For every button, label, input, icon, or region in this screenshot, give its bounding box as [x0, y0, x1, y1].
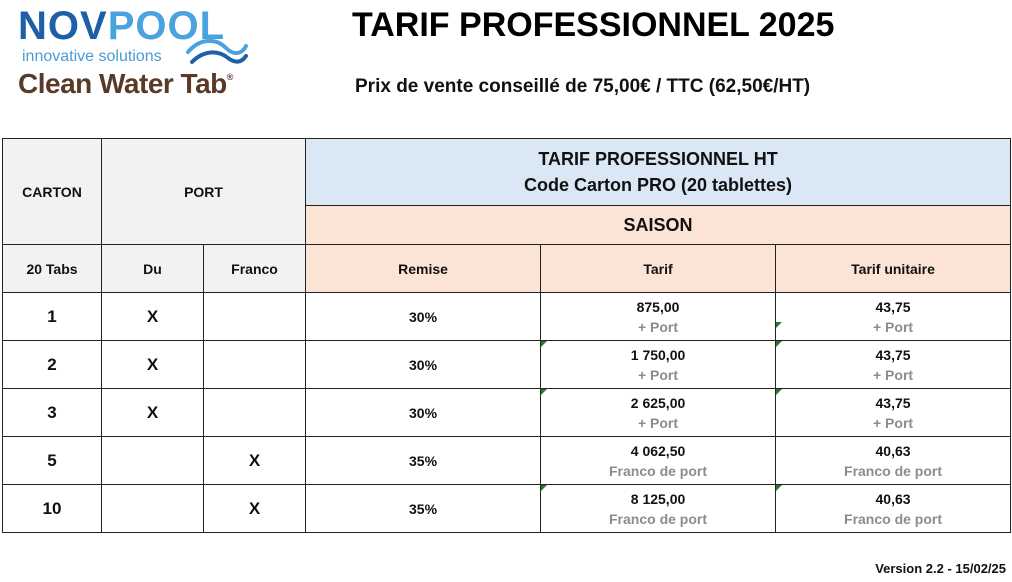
- cell-unit: [776, 293, 1011, 341]
- subheader-franco: Franco: [204, 245, 306, 293]
- cell-tarif: [541, 293, 776, 341]
- header-tarif-pro-line2: Code Carton PRO (20 tablettes): [524, 175, 793, 195]
- cell-remise: 30%: [306, 341, 541, 389]
- tarif-value: 1 750,00: [630, 346, 686, 363]
- cell-du: X: [102, 341, 204, 389]
- cell-qty: 3: [3, 389, 102, 437]
- page-subtitle: Prix de vente conseillé de 75,00€ / TTC (62,50€/HT): [355, 76, 811, 97]
- table-row: [3, 437, 1011, 485]
- unit-note: + Port: [872, 414, 914, 431]
- unit-note: Franco de port: [844, 462, 943, 479]
- cell-indicator-icon: [776, 322, 782, 328]
- cell-indicator-icon: [776, 341, 782, 347]
- version-label: Version 2.2 - 15/02/25: [875, 561, 1006, 576]
- cell-unit: [776, 485, 1011, 533]
- cell-indicator-icon: [776, 389, 782, 395]
- cell-remise: 30%: [306, 293, 541, 341]
- header-port: PORT: [102, 139, 306, 245]
- header-season: SAISON: [306, 206, 1011, 245]
- unit-value: 43,75: [875, 298, 911, 315]
- cell-tarif: [541, 437, 776, 485]
- cell-unit: [776, 389, 1011, 437]
- cell-remise: 35%: [306, 437, 541, 485]
- table-row: [3, 341, 1011, 389]
- subheader-tarif-unitaire: Tarif unitaire: [776, 245, 1011, 293]
- page-title: TARIF PROFESSIONNEL 2025: [352, 6, 835, 44]
- table-row: [3, 293, 1011, 341]
- cell-tarif: [541, 389, 776, 437]
- cell-du: X: [102, 389, 204, 437]
- header-tarif-pro-line1: TARIF PROFESSIONNEL HT: [538, 149, 778, 169]
- cell-du: [102, 485, 204, 533]
- subheader-remise: Remise: [306, 245, 541, 293]
- table-row: [3, 485, 1011, 533]
- header-tarif-pro: [306, 139, 1011, 206]
- unit-note: + Port: [872, 318, 914, 335]
- tarif-note: Franco de port: [609, 510, 708, 527]
- cell-unit: [776, 437, 1011, 485]
- logo-product-name: Clean Water Tab: [18, 68, 227, 99]
- cell-indicator-icon: [541, 389, 547, 395]
- cell-franco: [204, 293, 306, 341]
- logo-tagline: innovative solutions: [22, 48, 162, 65]
- cell-du: X: [102, 293, 204, 341]
- cell-unit: [776, 341, 1011, 389]
- cell-remise: 35%: [306, 485, 541, 533]
- cell-franco: [204, 341, 306, 389]
- header-carton: CARTON: [3, 139, 102, 245]
- logo-product: [18, 68, 233, 100]
- subheader-tabs: 20 Tabs: [3, 245, 102, 293]
- cell-tarif: [541, 485, 776, 533]
- cell-indicator-icon: [541, 341, 547, 347]
- tarif-note: + Port: [637, 318, 679, 335]
- cell-tarif: [541, 341, 776, 389]
- cell-franco: [204, 389, 306, 437]
- unit-value: 43,75: [875, 346, 911, 363]
- subheader-tarif: Tarif: [541, 245, 776, 293]
- cell-qty: 1: [3, 293, 102, 341]
- cell-remise: 30%: [306, 389, 541, 437]
- cell-indicator-icon: [541, 485, 547, 491]
- tarif-value: 2 625,00: [630, 394, 686, 411]
- unit-note: Franco de port: [844, 510, 943, 527]
- tarif-value: 4 062,50: [630, 442, 686, 459]
- tarif-note: + Port: [637, 414, 679, 431]
- logo-brand-nov: NOV: [18, 4, 108, 48]
- tarif-value: 875,00: [636, 298, 680, 315]
- unit-value: 43,75: [875, 394, 911, 411]
- unit-value: 40,63: [875, 490, 911, 507]
- novpool-logo: [14, 4, 244, 104]
- table-row: [3, 389, 1011, 437]
- cell-indicator-icon: [776, 485, 782, 491]
- cell-franco: X: [204, 485, 306, 533]
- unit-note: + Port: [872, 366, 914, 383]
- tarif-value: 8 125,00: [630, 490, 686, 507]
- cell-qty: 5: [3, 437, 102, 485]
- subheader-du: Du: [102, 245, 204, 293]
- cell-qty: 2: [3, 341, 102, 389]
- trademark-symbol: ®: [226, 72, 233, 82]
- tarif-note: Franco de port: [609, 462, 708, 479]
- cell-du: [102, 437, 204, 485]
- unit-value: 40,63: [875, 442, 911, 459]
- pricing-table: [2, 138, 1011, 533]
- tarif-note: + Port: [637, 366, 679, 383]
- cell-qty: 10: [3, 485, 102, 533]
- cell-franco: X: [204, 437, 306, 485]
- logo-brand-pool: POOL: [107, 4, 226, 48]
